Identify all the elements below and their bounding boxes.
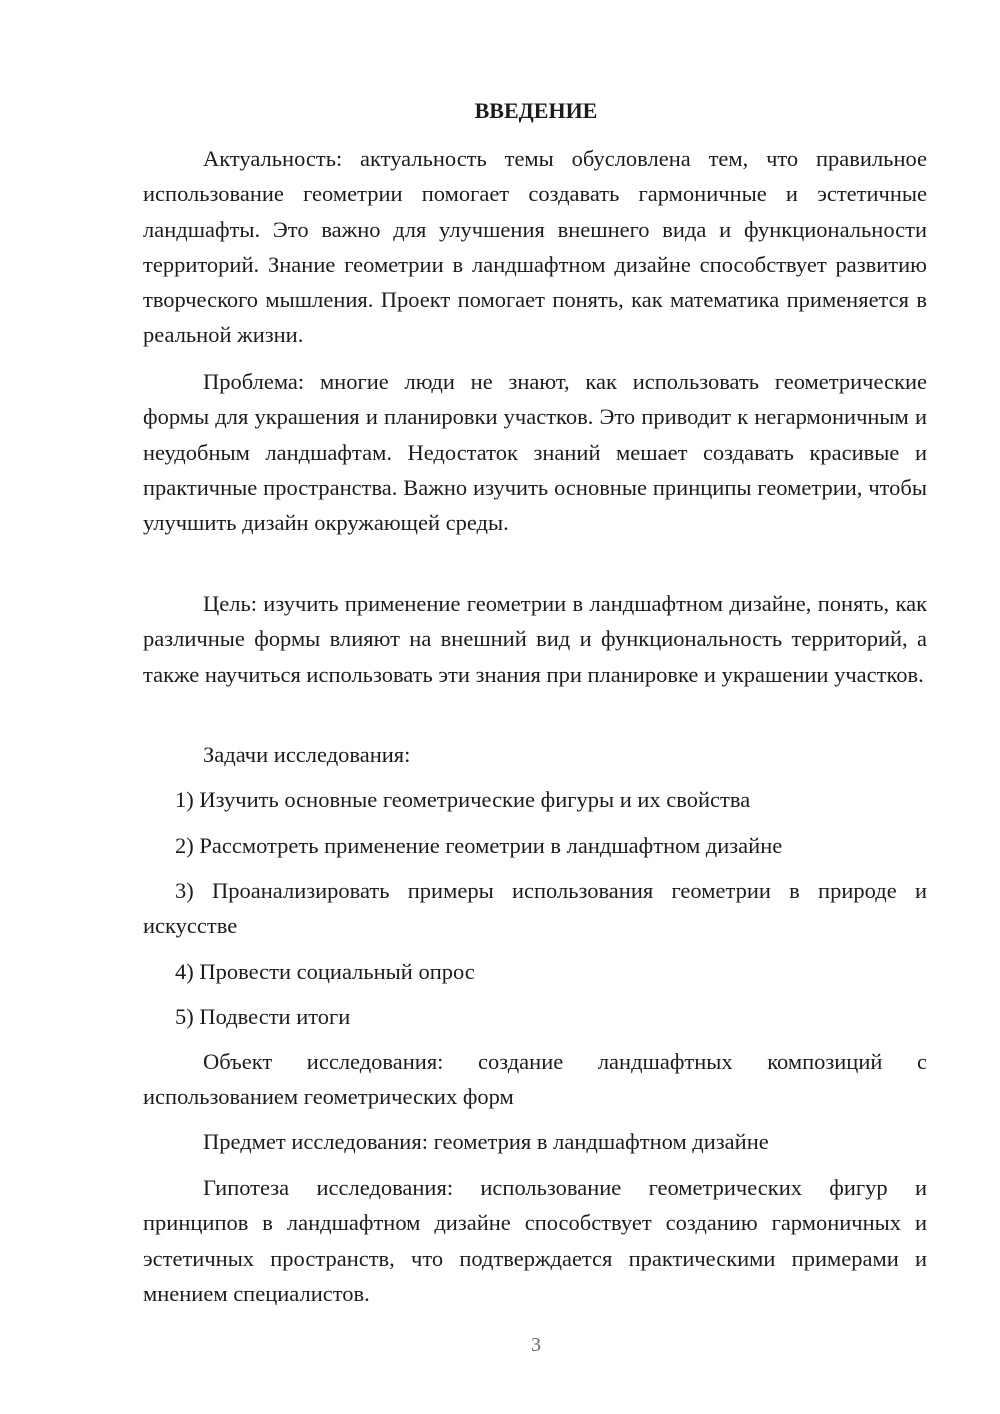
relevance-paragraph: Актуальность: актуальность темы обусловлена тем, что правильное использование геометрии помогает создавать гармоничные и эстетичные ландшафты. Это важно для улучшения внешнего вида и функциональности территорий. Знание геометрии в ландшафтном дизайне способствует развитию творческого мышления. Проект помогает понять, как математика применяется в реальной жизни. xyxy=(143,146,927,348)
object-paragraph: Объект исследования: создание ландшафтных композиций с использованием геометрических форм xyxy=(143,1049,927,1110)
section-heading: ВВЕДЕНИЕ xyxy=(474,98,598,123)
task-item-4: 4) Провести социальный опрос xyxy=(175,959,475,984)
task-item-5: 5) Подвести итоги xyxy=(175,1004,351,1029)
hypothesis-paragraph: Гипотеза исследования: использование геометрических фигур и принципов в ландшафтном дизайне способствует созданию гармоничных и эстетичных пространств, что подтверждается практическими примерами и мнением специалистов. xyxy=(143,1175,927,1306)
problem-paragraph: Проблема: многие люди не знают, как использовать геометрические формы для украшения и планировки участков. Это приводит к негармоничным и неудобным ландшафтам. Недостаток знаний мешает создавать красивые и практичные пространства. Важно изучить основные принципы геометрии, чтобы улучшить дизайн окружающей среды. xyxy=(143,369,927,536)
goal-paragraph: Цель: изучить применение геометрии в ландшафтном дизайне, понять, как различные формы влияют на внешний вид и функциональность территорий, а также научиться использовать эти знания при планировке и украшении участков. xyxy=(143,591,927,687)
tasks-heading: Задачи исследования: xyxy=(203,742,411,767)
task-item-1: 1) Изучить основные геометрические фигуры и их свойства xyxy=(175,787,751,812)
task-item-3: 3) Проанализировать примеры использования геометрии в природе и искусстве xyxy=(143,878,927,939)
task-item-2: 2) Рассмотреть применение геометрии в ландшафтном дизайне xyxy=(175,833,783,858)
subject-paragraph: Предмет исследования: геометрия в ландшафтном дизайне xyxy=(203,1129,769,1154)
page-number: 3 xyxy=(531,1334,541,1356)
